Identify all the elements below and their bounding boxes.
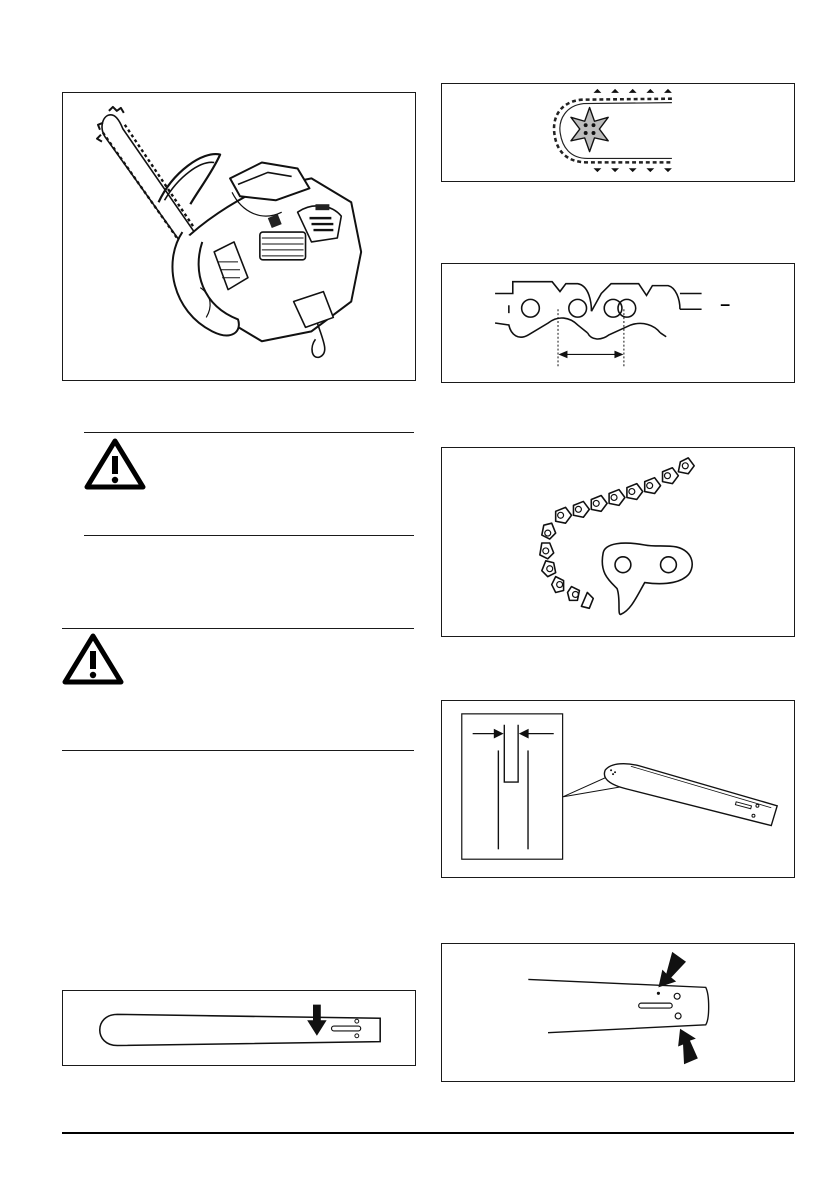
chainsaw-overview-figure xyxy=(62,92,416,381)
up-left-arrow-icon xyxy=(678,1029,698,1064)
drive-link-icon xyxy=(602,543,692,614)
warning-1-top-rule xyxy=(84,432,414,433)
warning-triangle-icon xyxy=(84,438,146,490)
warning-2-bottom-rule xyxy=(62,750,414,751)
chain-pitch-figure xyxy=(441,263,795,383)
bar-holes-illustration xyxy=(442,944,794,1081)
pitch-label: – xyxy=(720,294,731,315)
guide-bar-arrow-figure xyxy=(62,990,416,1066)
chain-links-illustration xyxy=(442,448,794,636)
bar-groove-width-figure xyxy=(441,700,795,878)
down-left-arrow-icon xyxy=(658,952,686,987)
guide-bar-illustration xyxy=(63,991,415,1065)
chain-pitch-illustration xyxy=(442,264,794,382)
bar-groove-illustration xyxy=(442,701,794,877)
warning-triangle-icon xyxy=(62,633,124,685)
footer-rule xyxy=(62,1132,794,1134)
bar-nose-holes-figure xyxy=(441,943,795,1082)
sprocket-star-icon xyxy=(571,108,608,152)
drive-sprocket-chain-figure xyxy=(441,83,795,182)
sprocket-illustration xyxy=(442,84,794,181)
warning-1-bottom-rule xyxy=(84,535,414,536)
chain-links-figure xyxy=(441,447,795,637)
warning-2-top-rule xyxy=(62,628,414,629)
chainsaw-illustration xyxy=(63,93,415,380)
